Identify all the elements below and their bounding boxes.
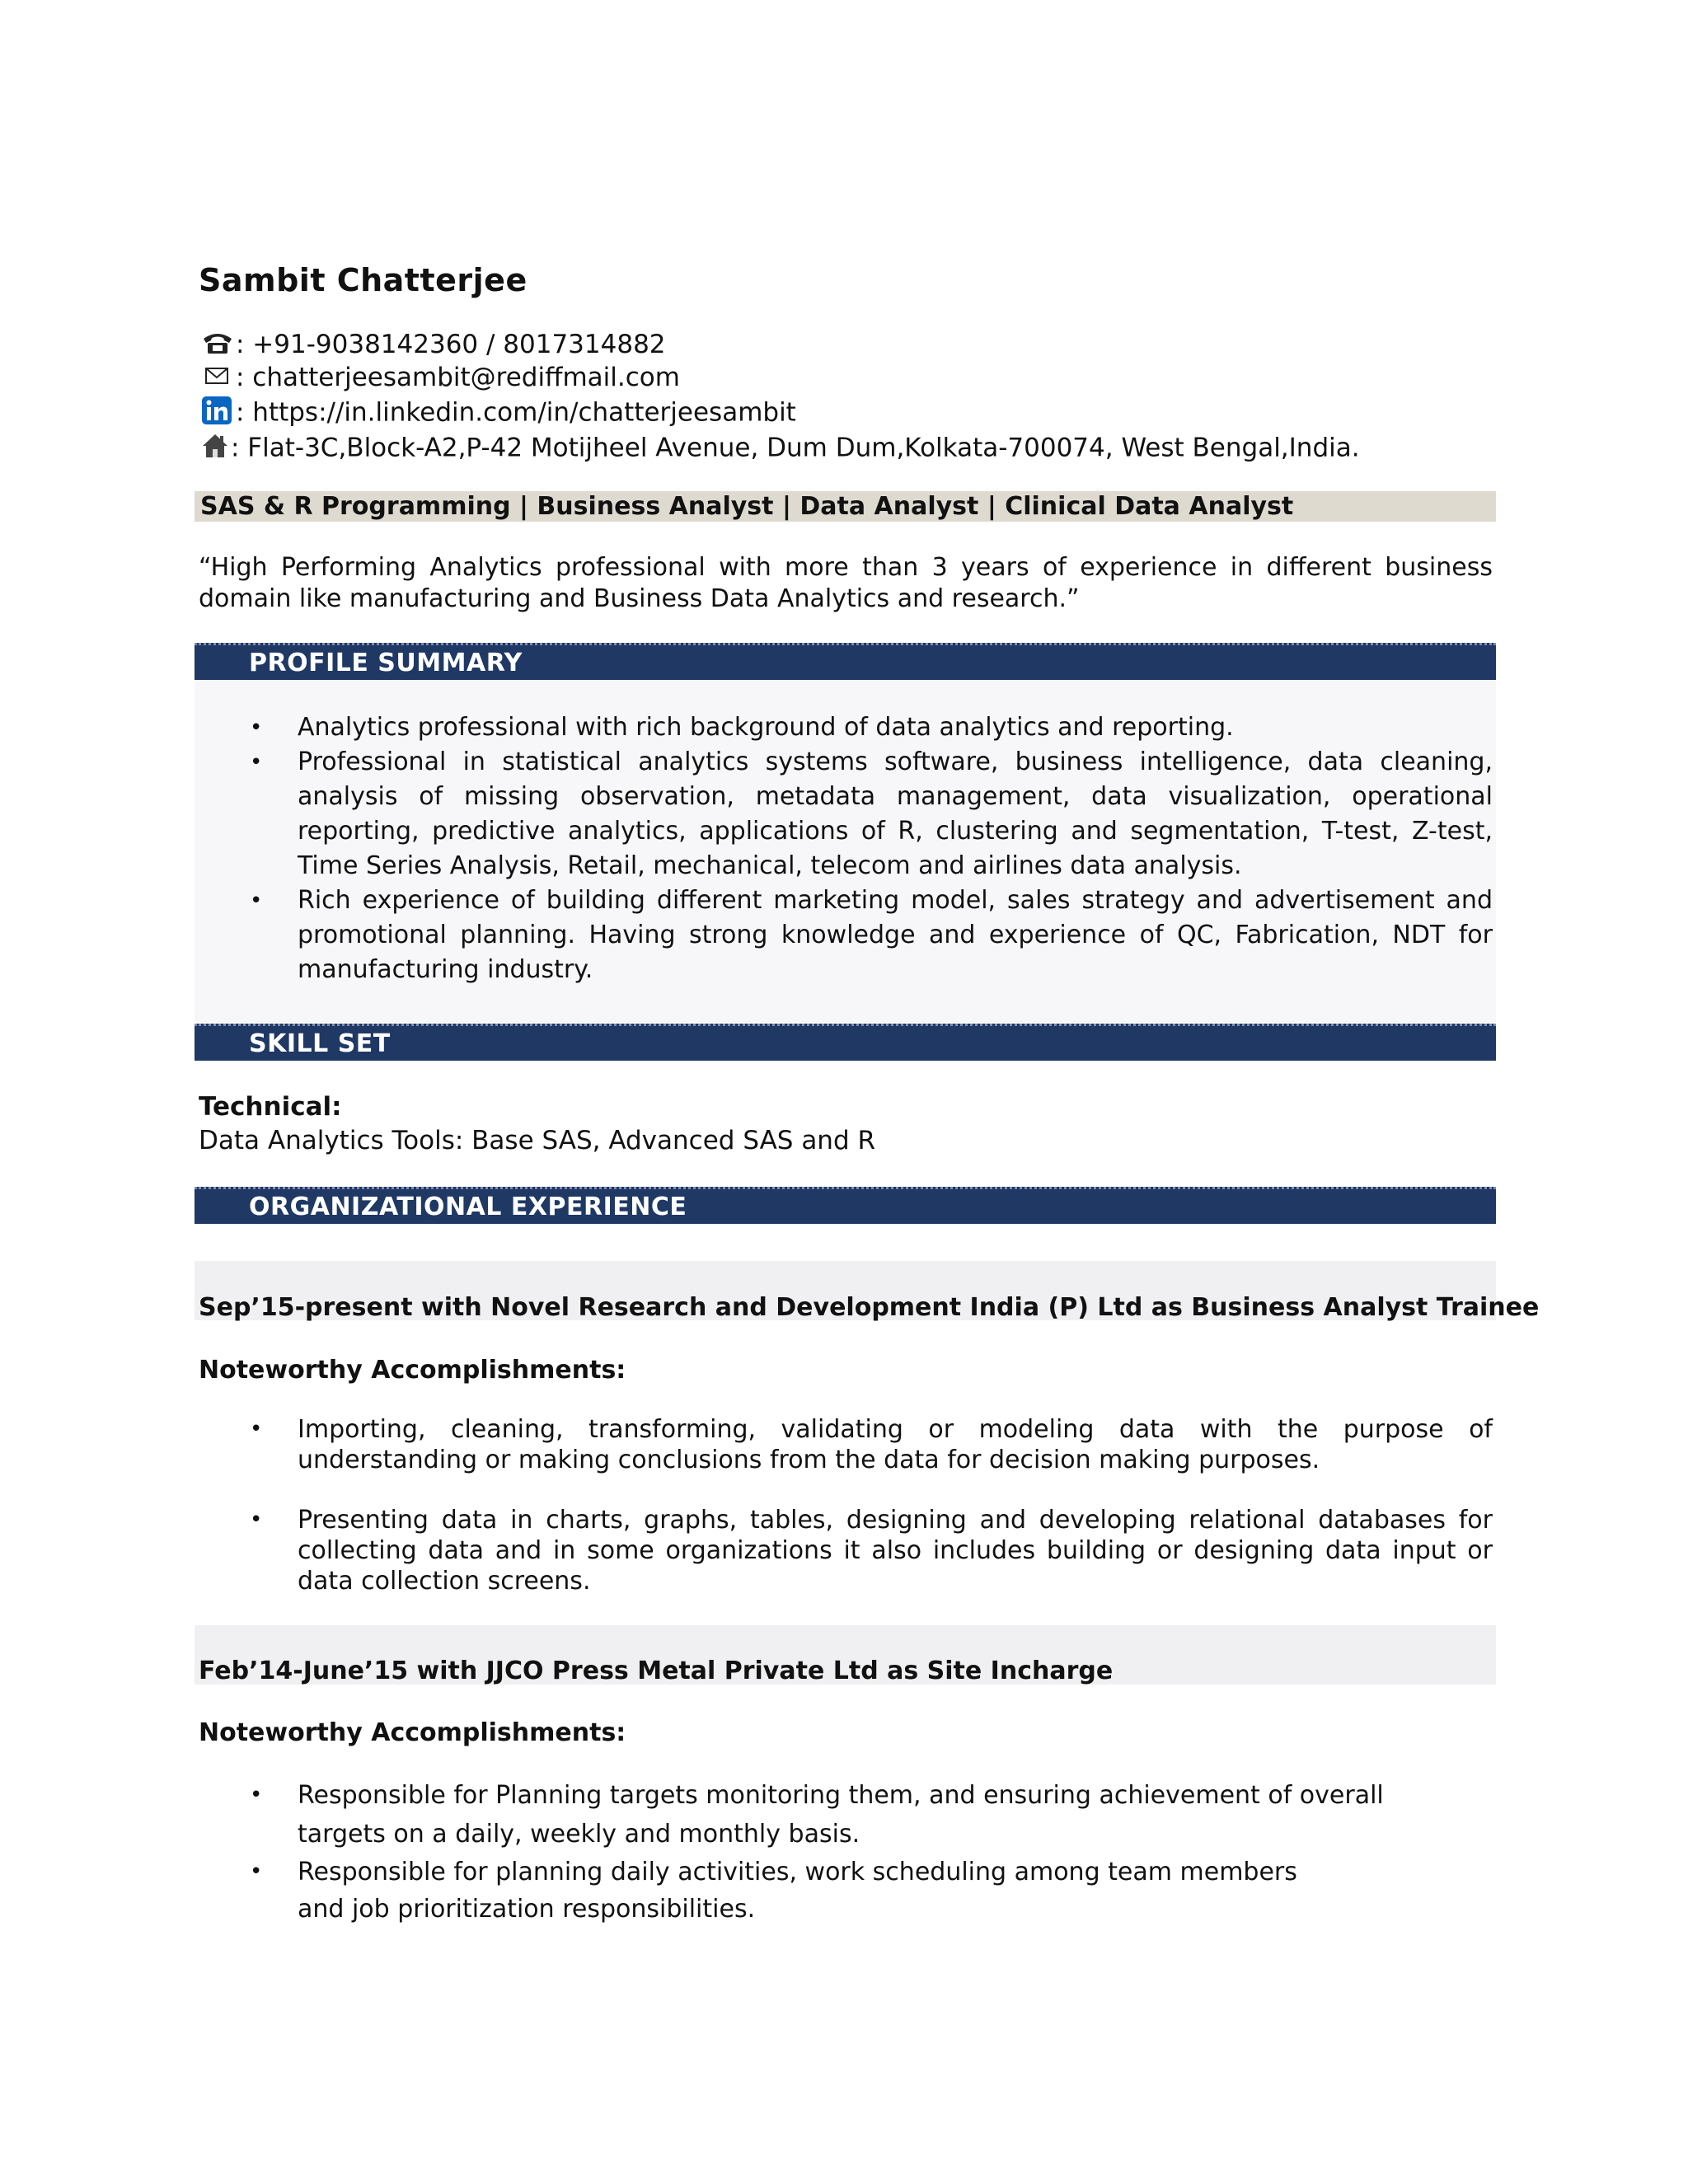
contact-linkedin bbox=[201, 396, 796, 432]
contact-address bbox=[201, 432, 1360, 466]
section-header-profile bbox=[195, 643, 1496, 680]
bullet: • bbox=[250, 1859, 263, 1884]
accomplishments-label: Noteworthy Accomplishments: bbox=[199, 1356, 626, 1385]
job-title: Feb’14-June’15 with JJCO Press Metal Private Ltd as Site Incharge bbox=[199, 1657, 1114, 1685]
mail-icon bbox=[201, 364, 234, 394]
list-item bbox=[199, 710, 1493, 745]
linkedin-text: : https://in.linkedin.com/in/chatterjeesambit bbox=[236, 397, 796, 428]
bullet: • bbox=[250, 715, 263, 740]
email-text: : chatterjeesambit@rediffmail.com bbox=[236, 363, 680, 392]
linkedin-icon bbox=[201, 396, 234, 432]
bullet: • bbox=[250, 1783, 263, 1807]
bullet-text: Importing, cleaning, transforming, validating or modeling data with the purpose of understanding or making conclusions from the data for decision making purposes. bbox=[298, 1415, 1493, 1474]
bullet: • bbox=[250, 888, 263, 913]
bullet: • bbox=[250, 750, 263, 775]
list-item bbox=[199, 1414, 1493, 1475]
job-title: Sep’15-present with Novel Research and Development India (P) Ltd as Business Analyst Trainee bbox=[199, 1293, 1540, 1322]
bullet-text: Responsible for planning daily activities, work scheduling among team members and job prioritization responsibilities. bbox=[298, 1858, 1297, 1924]
summary-quote: “High Performing Analytics professional with more than 3 years of experience in different business domain like manufacturing and Business Data Analytics and research.” bbox=[199, 553, 1493, 613]
list-item bbox=[199, 1854, 1493, 1928]
bullet: • bbox=[250, 1417, 263, 1441]
home-icon bbox=[201, 432, 229, 466]
section-header-skills bbox=[195, 1024, 1496, 1061]
tools-text: Data Analytics Tools: Base SAS, Advanced SAS and R bbox=[199, 1126, 876, 1155]
bullet-text: Analytics professional with rich background of data analytics and reporting. bbox=[298, 713, 1234, 742]
bullet-text: Professional in statistical analytics systems software, business intelligence, data cleaning, analysis of missing observation, metadata management, data visualization, operational reporting, predictive analytics, applications of R, clustering and segmentation, T-test, Z-test, Time Series Analysis, Retail, mechanical, telecom and airlines data analysis. bbox=[298, 748, 1493, 880]
bullet-text: Presenting data in charts, graphs, tables, designing and developing relational databases for collecting data and in some organizations it also includes building or designing data input or data collection screens. bbox=[298, 1506, 1493, 1596]
contact-phone bbox=[201, 330, 666, 362]
role-tagline: SAS & R Programming | Business Analyst | Data Analyst | Clinical Data Analyst bbox=[200, 492, 1294, 521]
accomplishments-label: Noteworthy Accomplishments: bbox=[199, 1718, 626, 1747]
candidate-name: Sambit Chatterjee bbox=[199, 262, 528, 298]
section-title: SKILL SET bbox=[249, 1029, 391, 1058]
technical-label: Technical: bbox=[199, 1092, 342, 1122]
address-text: : Flat-3C,Block-A2,P-42 Motijheel Avenue, Dum Dum,Kolkata-700074, West Bengal,India. bbox=[231, 433, 1360, 463]
contact-email bbox=[201, 363, 680, 394]
section-header-experience bbox=[195, 1187, 1496, 1224]
job-bullet-list bbox=[199, 1414, 1493, 1596]
list-item bbox=[199, 1776, 1493, 1854]
list-item bbox=[199, 745, 1493, 883]
section-title: ORGANIZATIONAL EXPERIENCE bbox=[249, 1193, 687, 1221]
bullet-text: Responsible for Planning targets monitoring them, and ensuring achievement of overall targets on a daily, weekly and monthly basis. bbox=[298, 1781, 1384, 1849]
phone-text: : +91-9038142360 / 8017314882 bbox=[236, 330, 666, 359]
phone-icon bbox=[201, 330, 234, 362]
bullet: • bbox=[250, 1507, 263, 1532]
job-bullet-list bbox=[199, 1776, 1493, 1928]
section-title: PROFILE SUMMARY bbox=[249, 649, 523, 677]
list-item bbox=[199, 883, 1493, 987]
role-tagline-bar bbox=[195, 491, 1496, 522]
bullet-text: Rich experience of building different marketing model, sales strategy and advertisement and promotional planning. Having strong knowledge and experience of QC, Fabrication, NDT for manufacturing industry. bbox=[298, 886, 1493, 984]
list-item bbox=[199, 1505, 1493, 1596]
profile-bullet-list bbox=[199, 710, 1493, 987]
